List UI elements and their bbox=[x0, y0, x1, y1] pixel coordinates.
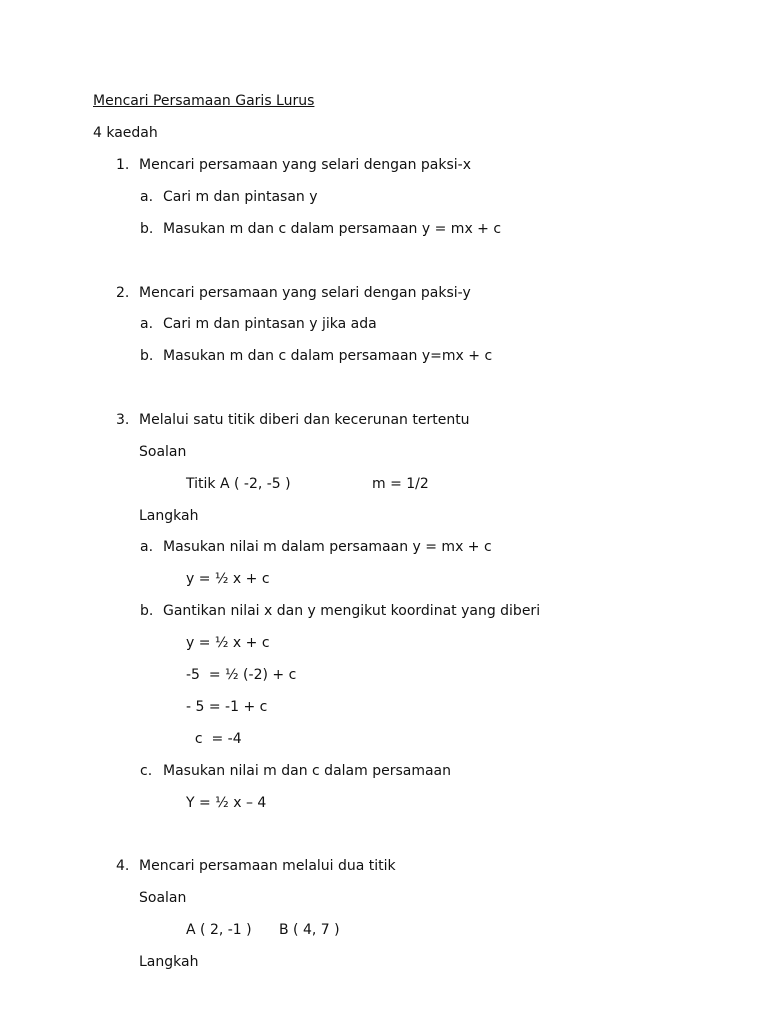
item-text: Cari m dan pintasan y bbox=[163, 189, 318, 205]
section-3-heading bbox=[116, 411, 470, 429]
step-text: Gantikan nilai x dan y mengikut koordinat yang diberi bbox=[163, 603, 541, 619]
given-gradient: m = 1/2 bbox=[372, 476, 429, 492]
step-b bbox=[140, 602, 540, 620]
working-line: y = ½ x + c bbox=[186, 571, 270, 587]
section-1-item-a bbox=[140, 188, 318, 206]
item-text: Masukan m dan c dalam persamaan y=mx + c bbox=[163, 348, 493, 364]
given-point: Titik A ( -2, -5 ) bbox=[186, 476, 291, 492]
item-letter: b. bbox=[140, 348, 154, 364]
section-3-number: 3. bbox=[116, 412, 130, 428]
section-2-item-b bbox=[140, 347, 492, 365]
working-line: y = ½ x + c bbox=[186, 635, 270, 651]
section-4-heading bbox=[116, 857, 396, 875]
step-c bbox=[140, 762, 451, 780]
working-line: - 5 = -1 + c bbox=[186, 699, 268, 715]
step-text: Masukan nilai m dan c dalam persamaan bbox=[163, 763, 452, 779]
step-text: Masukan nilai m dalam persamaan y = mx + c bbox=[163, 539, 492, 555]
working-line: c = -4 bbox=[186, 731, 242, 747]
soalan-label: Soalan bbox=[139, 890, 187, 906]
item-letter: a. bbox=[140, 189, 154, 205]
section-2-text: Mencari persamaan yang selari dengan paksi-y bbox=[139, 285, 471, 301]
langkah-label: Langkah bbox=[139, 954, 199, 970]
document-title: Mencari Persamaan Garis Lurus bbox=[93, 93, 315, 109]
item-letter: b. bbox=[140, 221, 154, 237]
intro-text: 4 kaedah bbox=[93, 125, 158, 141]
langkah-label: Langkah bbox=[139, 508, 199, 524]
working-line: -5 = ½ (-2) + c bbox=[186, 667, 297, 683]
section-2-item-a bbox=[140, 315, 377, 333]
section-3-text: Melalui satu titik diberi dan kecerunan tertentu bbox=[139, 412, 470, 428]
item-text: Masukan m dan c dalam persamaan y = mx + c bbox=[163, 221, 502, 237]
section-1-heading bbox=[116, 156, 471, 174]
step-letter: c. bbox=[140, 763, 153, 779]
step-letter: b. bbox=[140, 603, 154, 619]
step-letter: a. bbox=[140, 539, 154, 555]
item-letter: a. bbox=[140, 316, 154, 332]
point-a: A ( 2, -1 ) bbox=[186, 922, 252, 938]
point-b: B ( 4, 7 ) bbox=[279, 922, 340, 938]
section-1-text: Mencari persamaan yang selari dengan paksi-x bbox=[139, 157, 471, 173]
section-1-number: 1. bbox=[116, 157, 130, 173]
section-2-heading bbox=[116, 284, 471, 302]
section-1-item-b bbox=[140, 220, 501, 238]
item-text: Cari m dan pintasan y jika ada bbox=[163, 316, 377, 332]
section-2-number: 2. bbox=[116, 285, 130, 301]
soalan-label: Soalan bbox=[139, 444, 187, 460]
section-4-number: 4. bbox=[116, 858, 130, 874]
section-4-text: Mencari persamaan melalui dua titik bbox=[139, 858, 396, 874]
final-equation: Y = ½ x – 4 bbox=[186, 795, 267, 811]
step-a bbox=[140, 538, 492, 556]
